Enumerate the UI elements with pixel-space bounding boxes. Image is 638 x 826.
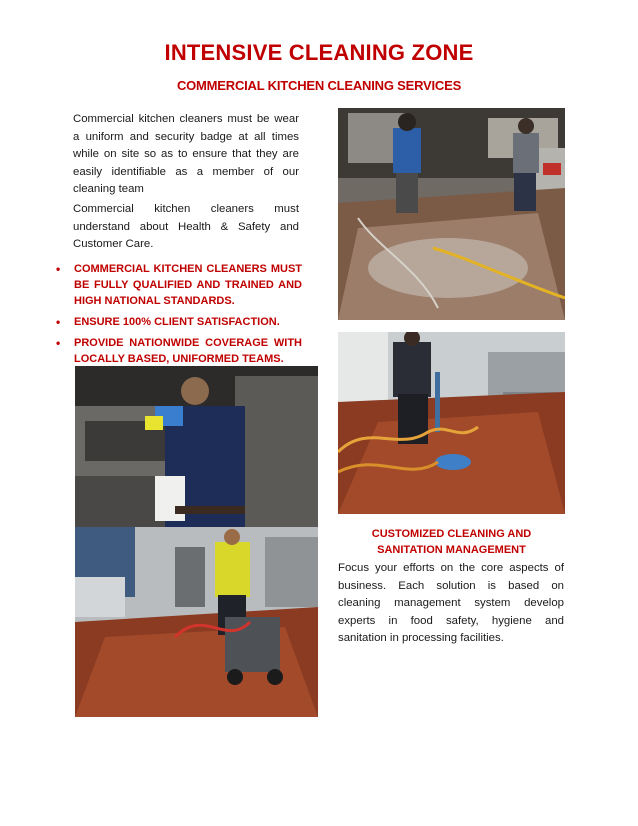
intro-paragraph-uniform: Commercial kitchen cleaners must be wear a uniform and security badge at all times while on site so as to ensure that they are easily identifiable as a member of our cleaning team: [73, 113, 299, 195]
bullet-text: COMMERCIAL KITCHEN CLEANERS MUST BE FULLY QUALIFIED AND TRAINED AND HIGH NATIONAL STANDARDS.: [74, 263, 302, 307]
bullet-text: ENSURE 100% CLIENT SATISFACTION.: [74, 316, 280, 328]
stove-cleaning-photo: [75, 366, 318, 527]
page-title: INTENSIVE CLEANING ZONE: [164, 40, 474, 65]
bullet-dot-icon: •: [56, 336, 61, 350]
page-subtitle: COMMERCIAL KITCHEN CLEANING SERVICES: [176, 78, 462, 93]
steam-cleaning-photo: [75, 527, 318, 717]
kitchen-crew-photo: [338, 108, 565, 320]
feature-title: CUSTOMIZED CLEANING AND SANITATION MANAGEMENT: [371, 528, 532, 556]
bullet-list: [56, 261, 302, 372]
feature-body: Focus your efforts on the core aspects of business. Each solution is based on cleaning management system develop experts in food safety, hygiene and sanitation in processing facilities.: [338, 562, 564, 644]
bullet-text: PROVIDE NATIONWIDE COVERAGE WITH LOCALLY BASED, UNIFORMED TEAMS.: [74, 337, 302, 365]
intro-paragraph-safety: Commercial kitchen cleaners must understand about Health & Safety and Customer Care.: [73, 203, 299, 250]
bullet-item: [56, 261, 302, 309]
bullet-dot-icon: •: [56, 262, 61, 276]
bullet-dot-icon: •: [56, 315, 61, 329]
bullet-item: [56, 335, 302, 367]
floor-scrubbing-photo: [338, 332, 565, 514]
bullet-item: [56, 314, 302, 330]
